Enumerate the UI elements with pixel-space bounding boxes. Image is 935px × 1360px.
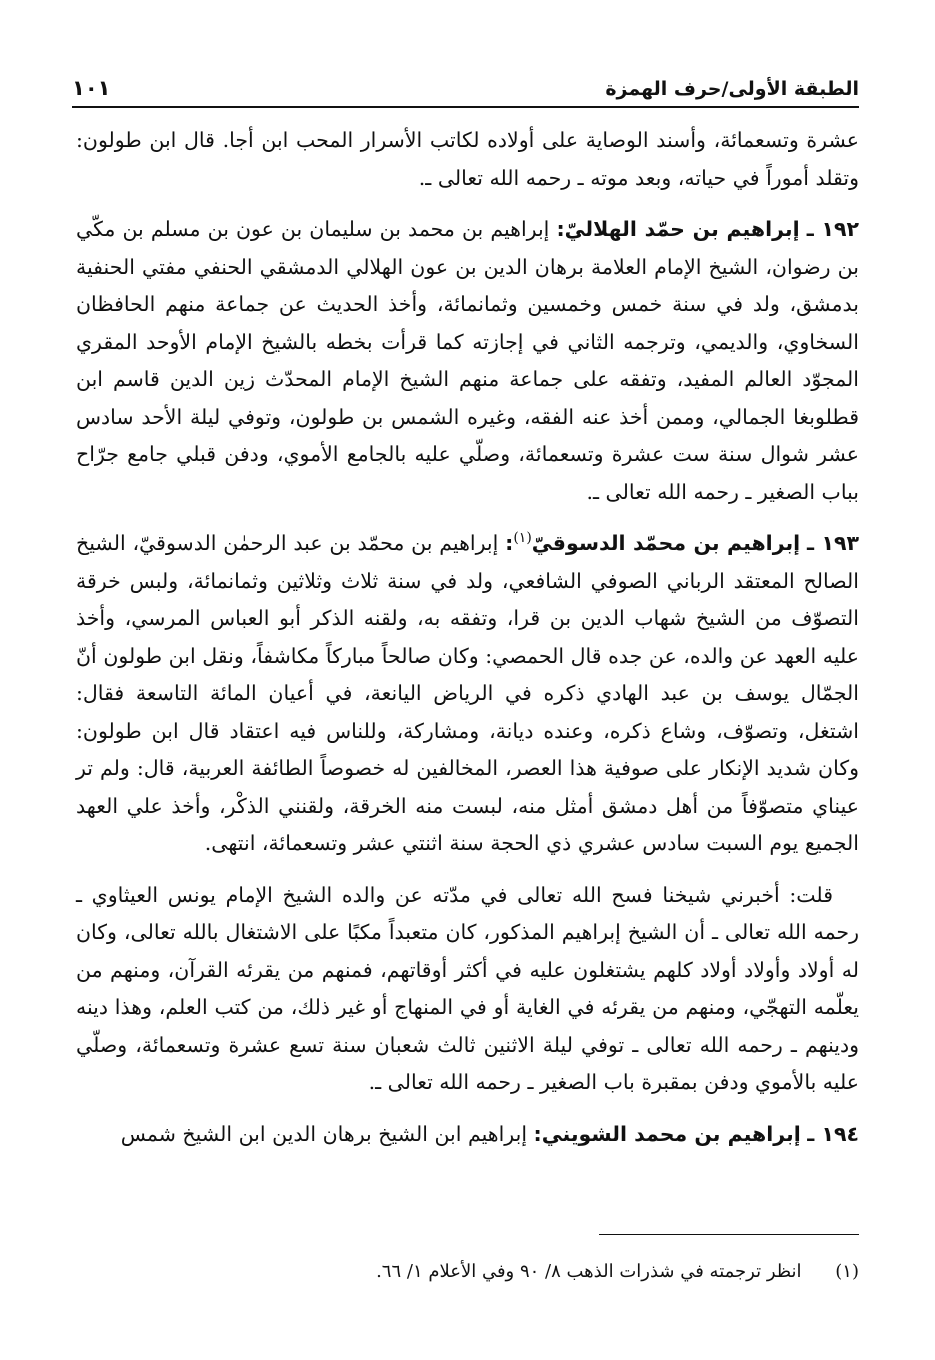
entry-name-suffix: : bbox=[505, 531, 514, 555]
entry-192 bbox=[76, 211, 859, 511]
entry-text: إبراهيم بن محمّد بن عبد الرحمٰن الدسوقيّ، الشيخ الصالح المعتقد الرباني الصوفي الشافعي، ولد في سنة ثلاث وثلاثين وثمانمائة، ولبس خرقة التصوّف من الشيخ شهاب الدين بن قرا، وتفقه به، ولقنه الذكر أبو العباس المرسي، وأخذ عليه العهد عن والده، عن جده قال الحمصي: وكان صالحاً مباركاً مكاشفاً، ونقل ابن طولون أنّ الجمّال يوسف بن عبد الهادي ذكره في الرياض اليانعة، في أعيان المائة التاسعة فقال: اشتغل، وتصوّف، وشاع ذكره، وعنده ديانة، ومشاركة، وللناس فيه اعتقاد قال ابن طولون: وكان شديد الإنكار على صوفية هذا العصر، المخالفين له خصوصاً الطائفة العربية، قال: ولم تر عيناي متصوّفاً من أهل دمشق أمثل منه، لبست منه الخرقة، ولقنني الذكْر، وأخذ علي العهد الجميع يوم السبت سادس عشري ذي الحجة سنة اثنتي عشر وتسعمائة، انتهى. bbox=[76, 531, 859, 855]
paragraph-comment bbox=[76, 877, 859, 1102]
entry-number: ١٩٣ ـ bbox=[807, 531, 859, 555]
entry-name: إبراهيم بن محمد الشويني: bbox=[533, 1121, 801, 1146]
paragraph-continuation bbox=[76, 122, 859, 197]
footnote-text: انظر ترجمته في شذرات الذهب ٨/ ٩٠ وفي الأعلام ١/ ٦٦. bbox=[376, 1261, 802, 1282]
body-text bbox=[76, 122, 859, 1167]
entry-number: ١٩٤ ـ bbox=[807, 1121, 859, 1146]
footnote-divider bbox=[599, 1234, 859, 1235]
entry-number: ١٩٢ ـ bbox=[806, 217, 859, 241]
footnote bbox=[76, 1258, 859, 1286]
footnote-marker[interactable]: (١) bbox=[513, 530, 532, 547]
entry-name: إبراهيم بن حمّد الهلاليّ: bbox=[556, 217, 800, 241]
footnote-number: (١) bbox=[835, 1261, 859, 1282]
paragraph-text: قلت: أخبرني شيخنا فسح الله تعالى في مدّته عن والده الشيخ الإمام يونس العيثاوي ـ رحمه الله تعالى ـ أن الشيخ إبراهيم المذكور، كان متعبداً مكبًا على الاشتغال بالله تعالى، وكان له أولاد وأولاد أولاد كلهم يشتغلون عليه في أكثر أوقاتهم، فمنهم من يقرئه القرآن، ومنهم من يعلّمه التهجّي، ومنهم من يقرئه في الغاية أو في المنهاج أو غير ذلك، من كتب العلم، وهذا دينه ودينهم ـ رحمه الله تعالى ـ توفي ليلة الاثنين ثالث شعبان سنة تسع عشرة وتسعمائة، وصلّي عليه بالأموي ودفن بمقبرة باب الصغير ـ رحمه الله تعالى ـ. bbox=[76, 882, 859, 1094]
header-title: الطبقة الأولى/حرف الهمزة bbox=[605, 78, 859, 100]
entry-193 bbox=[76, 525, 859, 863]
entry-text: إبراهيم ابن الشيخ برهان الدين ابن الشيخ شمس bbox=[120, 1121, 528, 1146]
entry-194 bbox=[76, 1116, 859, 1154]
running-header bbox=[72, 60, 859, 108]
entry-text: إبراهيم بن محمد بن سليمان بن عون بن مسلم بن مكّي بن رضوان، الشيخ الإمام العلامة برهان الدين بن عون الهلالي الدمشقي الحنفي مفتي الحنفية بدمشق، ولد في سنة خمس وخمسين وثمانمائة، وأخذ الحديث عن جماعة منهم الحافظان السخاوي، والديمي، وترجمه الثاني في إجازته كما قرأت بخطه بالشيخ الإمام الأوحد المقري المجوّد العالم المفيد، وتفقه على جماعة منهم الشيخ الإمام المحدّث زين الدين قاسم ابن قطلوبغا الجمالي، وممن أخذ عنه الفقه، وغيره الشمس بن طولون، وتوفي ليلة الأحد سادس عشر شوال سنة ست عشرة وتسعمائة، وصلّي عليه بالجامع الأموي، ودفن قبلي جامع جرّاح بباب الصغير ـ رحمه الله تعالى ـ. bbox=[76, 217, 859, 504]
page-number: ١٠١ bbox=[72, 76, 111, 100]
paragraph-text: عشرة وتسعمائة، وأسند الوصاية على أولاده لكاتب الأسرار المحب ابن أجا. قال ابن طولون: وتقلد أموراً في حياته، وبعد موته ـ رحمه الله تعالى ـ. bbox=[76, 128, 859, 190]
entry-name: إبراهيم بن محمّد الدسوقيّ bbox=[531, 531, 801, 555]
